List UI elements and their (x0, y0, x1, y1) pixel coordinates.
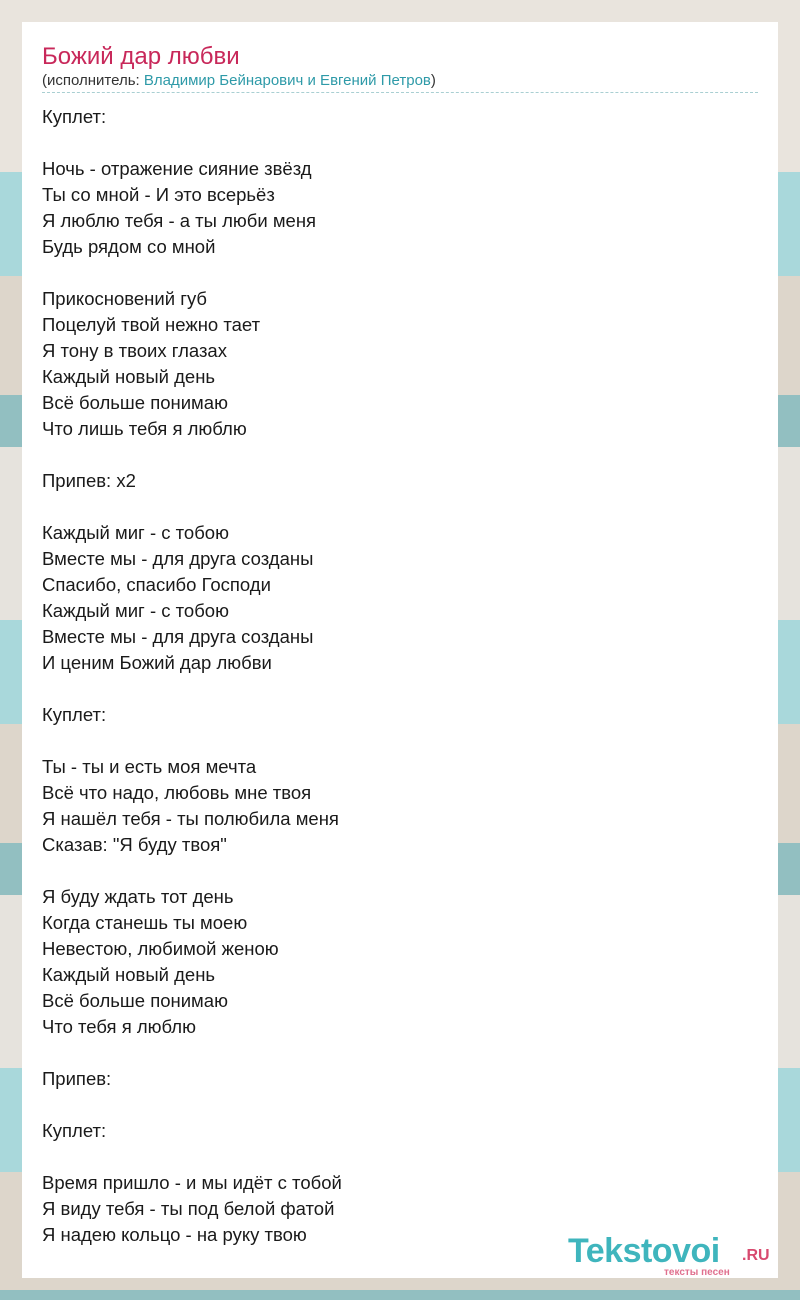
lyric-line (42, 494, 758, 520)
lyric-line: Время пришло - и мы идёт с тобой (42, 1172, 342, 1193)
lyrics-card (22, 22, 778, 1278)
song-title: Божий дар любви (42, 43, 240, 70)
lyric-line: Поцелуй твой нежно тает (42, 314, 261, 335)
lyric-line: Невестою, любимой женою (42, 938, 279, 959)
lyric-line: Я надею кольцо - на руку твою (42, 1224, 307, 1245)
lyric-line: Вместе мы - для друга созданы (42, 626, 314, 647)
lyric-line: Вместе мы - для друга созданы (42, 548, 314, 569)
lyric-line (42, 260, 758, 286)
logo-tagline: тексты песен (664, 1267, 730, 1278)
lyric-line (42, 130, 758, 156)
artist-link[interactable]: Владимир Бейнарович и Евгений Петров (143, 72, 431, 89)
lyric-line: Я виду тебя - ты под белой фатой (42, 1198, 335, 1219)
lyric-line: Я нашёл тебя - ты полюбила меня (42, 808, 339, 829)
lyric-line (42, 1144, 758, 1170)
lyric-line: Что тебя я люблю (42, 1016, 196, 1037)
lyric-line: Прикосновений губ (42, 288, 208, 309)
lyric-line: Что лишь тебя я люблю (42, 418, 247, 439)
title-divider (42, 92, 758, 93)
lyric-line (42, 1092, 758, 1118)
lyrics-text (42, 104, 758, 1248)
lyric-line: Ты со мной - И это всерьёз (42, 184, 275, 205)
lyric-line: Я буду ждать тот день (42, 886, 234, 907)
lyric-line: Каждый новый день (42, 964, 216, 985)
lyric-line: Когда станешь ты моею (42, 912, 248, 933)
lyric-line (42, 676, 758, 702)
lyric-line: Спасибо, спасибо Господи (42, 574, 271, 595)
lyric-line (42, 728, 758, 754)
lyric-line: Припев: (42, 1068, 112, 1089)
lyric-line: Всё больше понимаю (42, 990, 228, 1011)
lyric-line: Куплет: (42, 704, 107, 725)
site-logo[interactable] (568, 1232, 778, 1280)
artist-prefix: (исполнитель: (42, 72, 144, 89)
lyric-line: Куплет: (42, 106, 107, 127)
artist-line (42, 72, 436, 89)
lyric-line: Припев: x2 (42, 470, 136, 491)
lyric-line: Сказав: "Я буду твоя" (42, 834, 227, 855)
lyric-line (42, 858, 758, 884)
lyric-line: Я люблю тебя - а ты люби меня (42, 210, 317, 231)
lyric-line (42, 442, 758, 468)
lyric-line (42, 1040, 758, 1066)
logo-domain: .RU (742, 1247, 770, 1264)
lyric-line: Всё что надо, любовь мне твоя (42, 782, 312, 803)
lyric-line: Всё больше понимаю (42, 392, 228, 413)
lyric-line: И ценим Божий дар любви (42, 652, 272, 673)
lyric-line: Куплет: (42, 1120, 107, 1141)
lyric-line: Каждый миг - с тобою (42, 522, 229, 543)
lyric-line: Будь рядом со мной (42, 236, 216, 257)
lyric-line: Я тону в твоих глазах (42, 340, 227, 361)
lyric-line: Каждый миг - с тобою (42, 600, 229, 621)
lyric-line: Ты - ты и есть моя мечта (42, 756, 257, 777)
lyric-line: Ночь - отражение сияние звёзд (42, 158, 312, 179)
logo-text: Tekstovoi (568, 1232, 720, 1270)
artist-suffix: ) (430, 72, 436, 89)
lyric-line: Каждый новый день (42, 366, 216, 387)
